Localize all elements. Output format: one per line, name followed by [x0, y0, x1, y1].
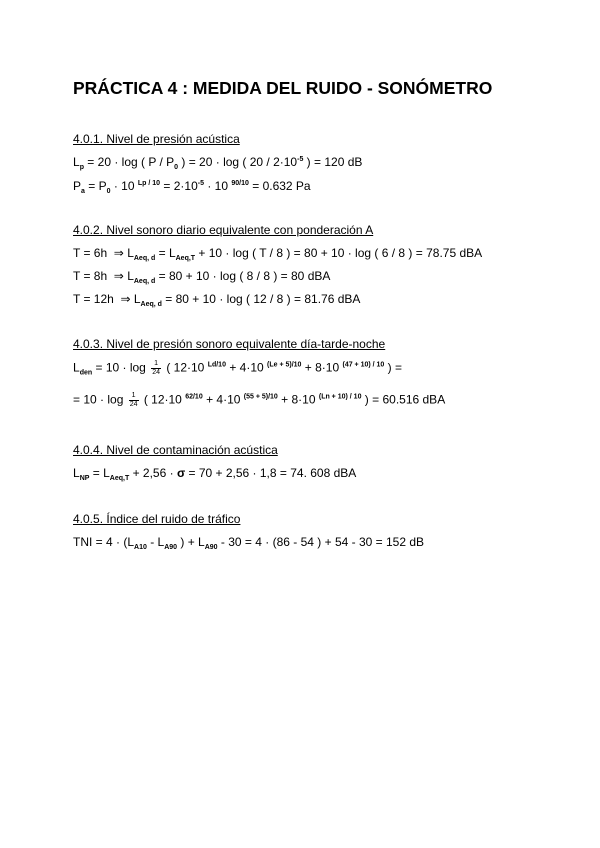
- section-heading-contaminacion: 4.0.4. Nivel de contaminación acústica: [73, 443, 278, 457]
- section-heading-presion-acustica: 4.0.1. Nivel de presión acústica: [73, 132, 240, 146]
- formula-tni: TNI = $4 \cdot (L_{A10} - L_{A90}$ ) + $L_{A90} - 30 = 4 \cdot (86 - 54$ ) + 54 - 30 = 152 dB: [73, 535, 425, 551]
- section-heading-trafico: 4.0.5. Índice del ruido de tráfico: [73, 512, 241, 526]
- page-title: PRÁCTICA 4 : MEDIDA DEL RUIDO - SONÓMETRO: [73, 78, 493, 98]
- fraction-1-24: $\frac{1}{24}$: [152, 360, 160, 376]
- formula-lden-2: = 10 · log $\frac{1}{24}$ ( 12·10 $^{62/10}$ + 4·10 $^{(55 + 5)/10}$ + 8·10 $^{(Ln + 10) / 10}$ ) = 60.516 dBA: [73, 392, 446, 408]
- fraction-1-24: $\frac{1}{24}$: [129, 392, 138, 408]
- formula-t12h: T = 12h ⇒ $L_{Aeq, d} = 80 + 10 \cdot \log$ ( 12 / 8 ) = 81.76 dBA: [73, 292, 361, 308]
- formula-lden-1: $L_{den} = 10 \cdot \log$ $\frac{1}{24}$ ( 12·10 $^{Ld/10}$ + 4·10 $^{(Le + 5)/10}$ + 8·10 $^{(47 + 10) / 10}$ ) =: [73, 360, 402, 377]
- formula-pa: $P_a = P_0 \cdot 10$ $^{Lp / 10} = 2\cdot 10^{-5} \cdot 10$ $^{90/10}$ = 0.632 Pa: [73, 179, 311, 195]
- formula-lp: $L_p = 20 \cdot \log$ ( P / $P_0$ ) = 20 · log ( $20 / 2\cdot 10^{-5}$ ) = 120 dB: [73, 155, 363, 171]
- section-heading-lden: 4.0.3. Nivel de presión sonoro equivalente día-tarde-noche: [73, 337, 386, 351]
- section-heading-nivel-diario: 4.0.2. Nivel sonoro diario equivalente con ponderación A: [73, 223, 374, 237]
- formula-t6h: T = 6h ⇒ $L_{Aeq, d} = L_{Aeq,T} + 10 \cdot \log$ ( T / 8 ) = 80 + 10 · log ( 6 / 8 ) = 78.75 dBA: [73, 246, 483, 262]
- formula-t8h: T = 8h ⇒ $L_{Aeq, d} = 80 + 10 \cdot \log$ ( 8 / 8 ) = 80 dBA: [73, 269, 331, 285]
- formula-lnp: $L_{NP} = L_{Aeq,T} + 2,56 \cdot \sigma = 70 + 2,56 \cdot 1,8 = 74$. 608 dBA: [73, 466, 357, 482]
